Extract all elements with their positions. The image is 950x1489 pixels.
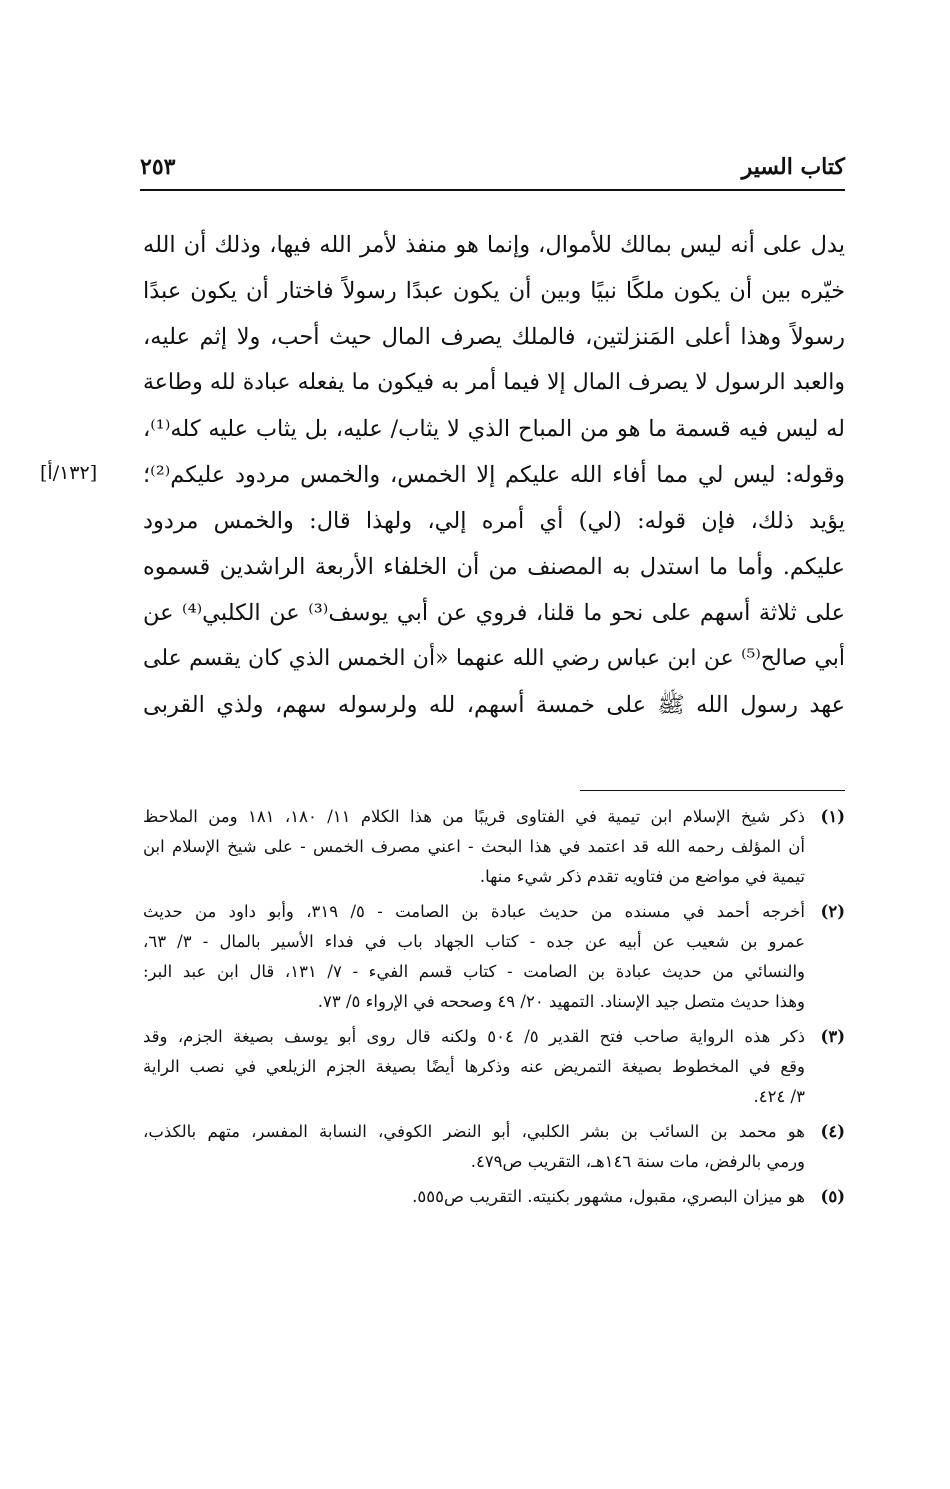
footnote-line: وهذا حديث متصل جيد الإسناد. التمهيد ٢٠/ ٤٩ وصححه في الإرواء ٥/ ٧٣. [317, 992, 805, 1011]
footnote [143, 1022, 845, 1112]
footnote-line: أخرجه أحمد في مسنده من حديث عبادة بن الصامت - ٥/ ٣١٩، وأبو داود من حديث [143, 902, 805, 921]
text-line: عهد رسول الله ﷺ على خمسة أسهم، لله ولرسوله سهم، ولذي القربى [143, 692, 845, 718]
footnote [143, 1182, 845, 1212]
footnote [143, 802, 845, 892]
text-line: عليكم. وأما ما استدل به المصنف من أن الخلفاء الأربعة الراشدين قسموه [143, 554, 845, 580]
manuscript-folio-reference: [١٣٢/أ] [40, 462, 98, 484]
footnote-line: ورمي بالرفض، مات سنة ١٤٦هـ، التقريب ص٤٧٩. [470, 1152, 805, 1171]
text-line: يدل على أنه ليس بمالك للأموال، وإنما هو منفذ لأمر الله فيها، وذلك أن الله [143, 232, 845, 258]
text-line: على ثلاثة أسهم على نحو ما قلنا، فروي عن أبي يوسف⁽³⁾ عن الكلبي⁽⁴⁾ عن [143, 600, 845, 626]
footnote-divider [580, 790, 845, 791]
footnote-number: (٢) [820, 902, 845, 921]
footnote [143, 897, 845, 1017]
footnote-line: هو ميزان البصري، مقبول، مشهور بكنيته. التقريب ص٥٥٥. [412, 1187, 805, 1206]
text-line: يؤيد ذلك، فإن قوله: (لي) أي أمره إلي، ولهذا قال: والخمس مردود [143, 508, 845, 534]
text-line: وقوله: ليس لي مما أفاء الله عليكم إلا الخمس، والخمس مردود عليكم⁽²⁾؛ [143, 462, 845, 488]
text-line: له ليس فيه قسمة ما هو من المباح الذي لا يثاب/ عليه، بل يثاب عليه كله⁽¹⁾، [143, 416, 845, 442]
footnote-line: والنسائي من حديث عبادة بن الصامت - كتاب قسم الفيء - ٧/ ١٣١، قال ابن عبد البر: [143, 962, 806, 981]
footnote [143, 1117, 845, 1177]
header-divider [140, 189, 845, 191]
footnote-line: ٣/ ٤٢٤. [753, 1087, 805, 1106]
text-line: أبي صالح⁽⁵⁾ عن ابن عباس رضي الله عنهما «أن الخمس الذي كان يقسم على [143, 646, 845, 671]
footnote-number: (٤) [820, 1122, 845, 1141]
footnote-line: هو محمد بن السائب بن بشر الكلبي، أبو النضر الكوفي، النسابة المفسر، متهم بالكذب، [143, 1122, 805, 1141]
footnote-line: تيمية في مواضع من فتاويه تقدم ذكر شيء منها. [479, 867, 805, 886]
footnote-line: عمرو بن شعيب عن أبيه عن جده - كتاب الجهاد باب في فداء الأسير بالمال - ٣/ ٦٣، [143, 932, 805, 951]
footnote-number: (٥) [820, 1187, 845, 1206]
footnote-line: وقع في المخطوط بصيغة التمريض عنه وذكرها أيضًا بصيغة الجزم الزيلعي في نصب الراية [143, 1057, 805, 1076]
text-line: رسولاً وهذا أعلى المَنزلتين، فالملك يصرف المال حيث أحب، ولا إثم عليه، [143, 324, 845, 350]
footnote-number: (١) [820, 807, 845, 826]
running-header [140, 150, 845, 186]
text-line: خيّره بين أن يكون ملكًا نبيًا وبين أن يكون عبدًا رسولاً فاختار أن يكون عبدًا [143, 278, 845, 304]
footnote-number: (٣) [820, 1027, 845, 1046]
footnote-line: أن المؤلف رحمه الله قد اعتمد في هذا البحث - اعني مصرف الخمس - على شيخ الإسلام ابن [143, 837, 805, 856]
footnotes [143, 802, 845, 1217]
footnote-line: ذكر شيخ الإسلام ابن تيمية في الفتاوى قريبًا من هذا الكلام ١١/ ١٨٠، ١٨١ ومن الملاحظ [143, 807, 805, 826]
main-text [143, 222, 845, 728]
footnote-line: ذكر هذه الرواية صاحب فتح القدير ٥/ ٥٠٤ ولكنه قال روى أبو يوسف بصيغة الجزم، وقد [143, 1027, 805, 1046]
page-number: ٢٥٣ [140, 154, 176, 180]
text-line: والعبد الرسول لا يصرف المال إلا فيما أمر به فيكون ما يفعله عبادة لله وطاعة [143, 370, 845, 395]
chapter-title: كتاب السير [741, 154, 845, 180]
